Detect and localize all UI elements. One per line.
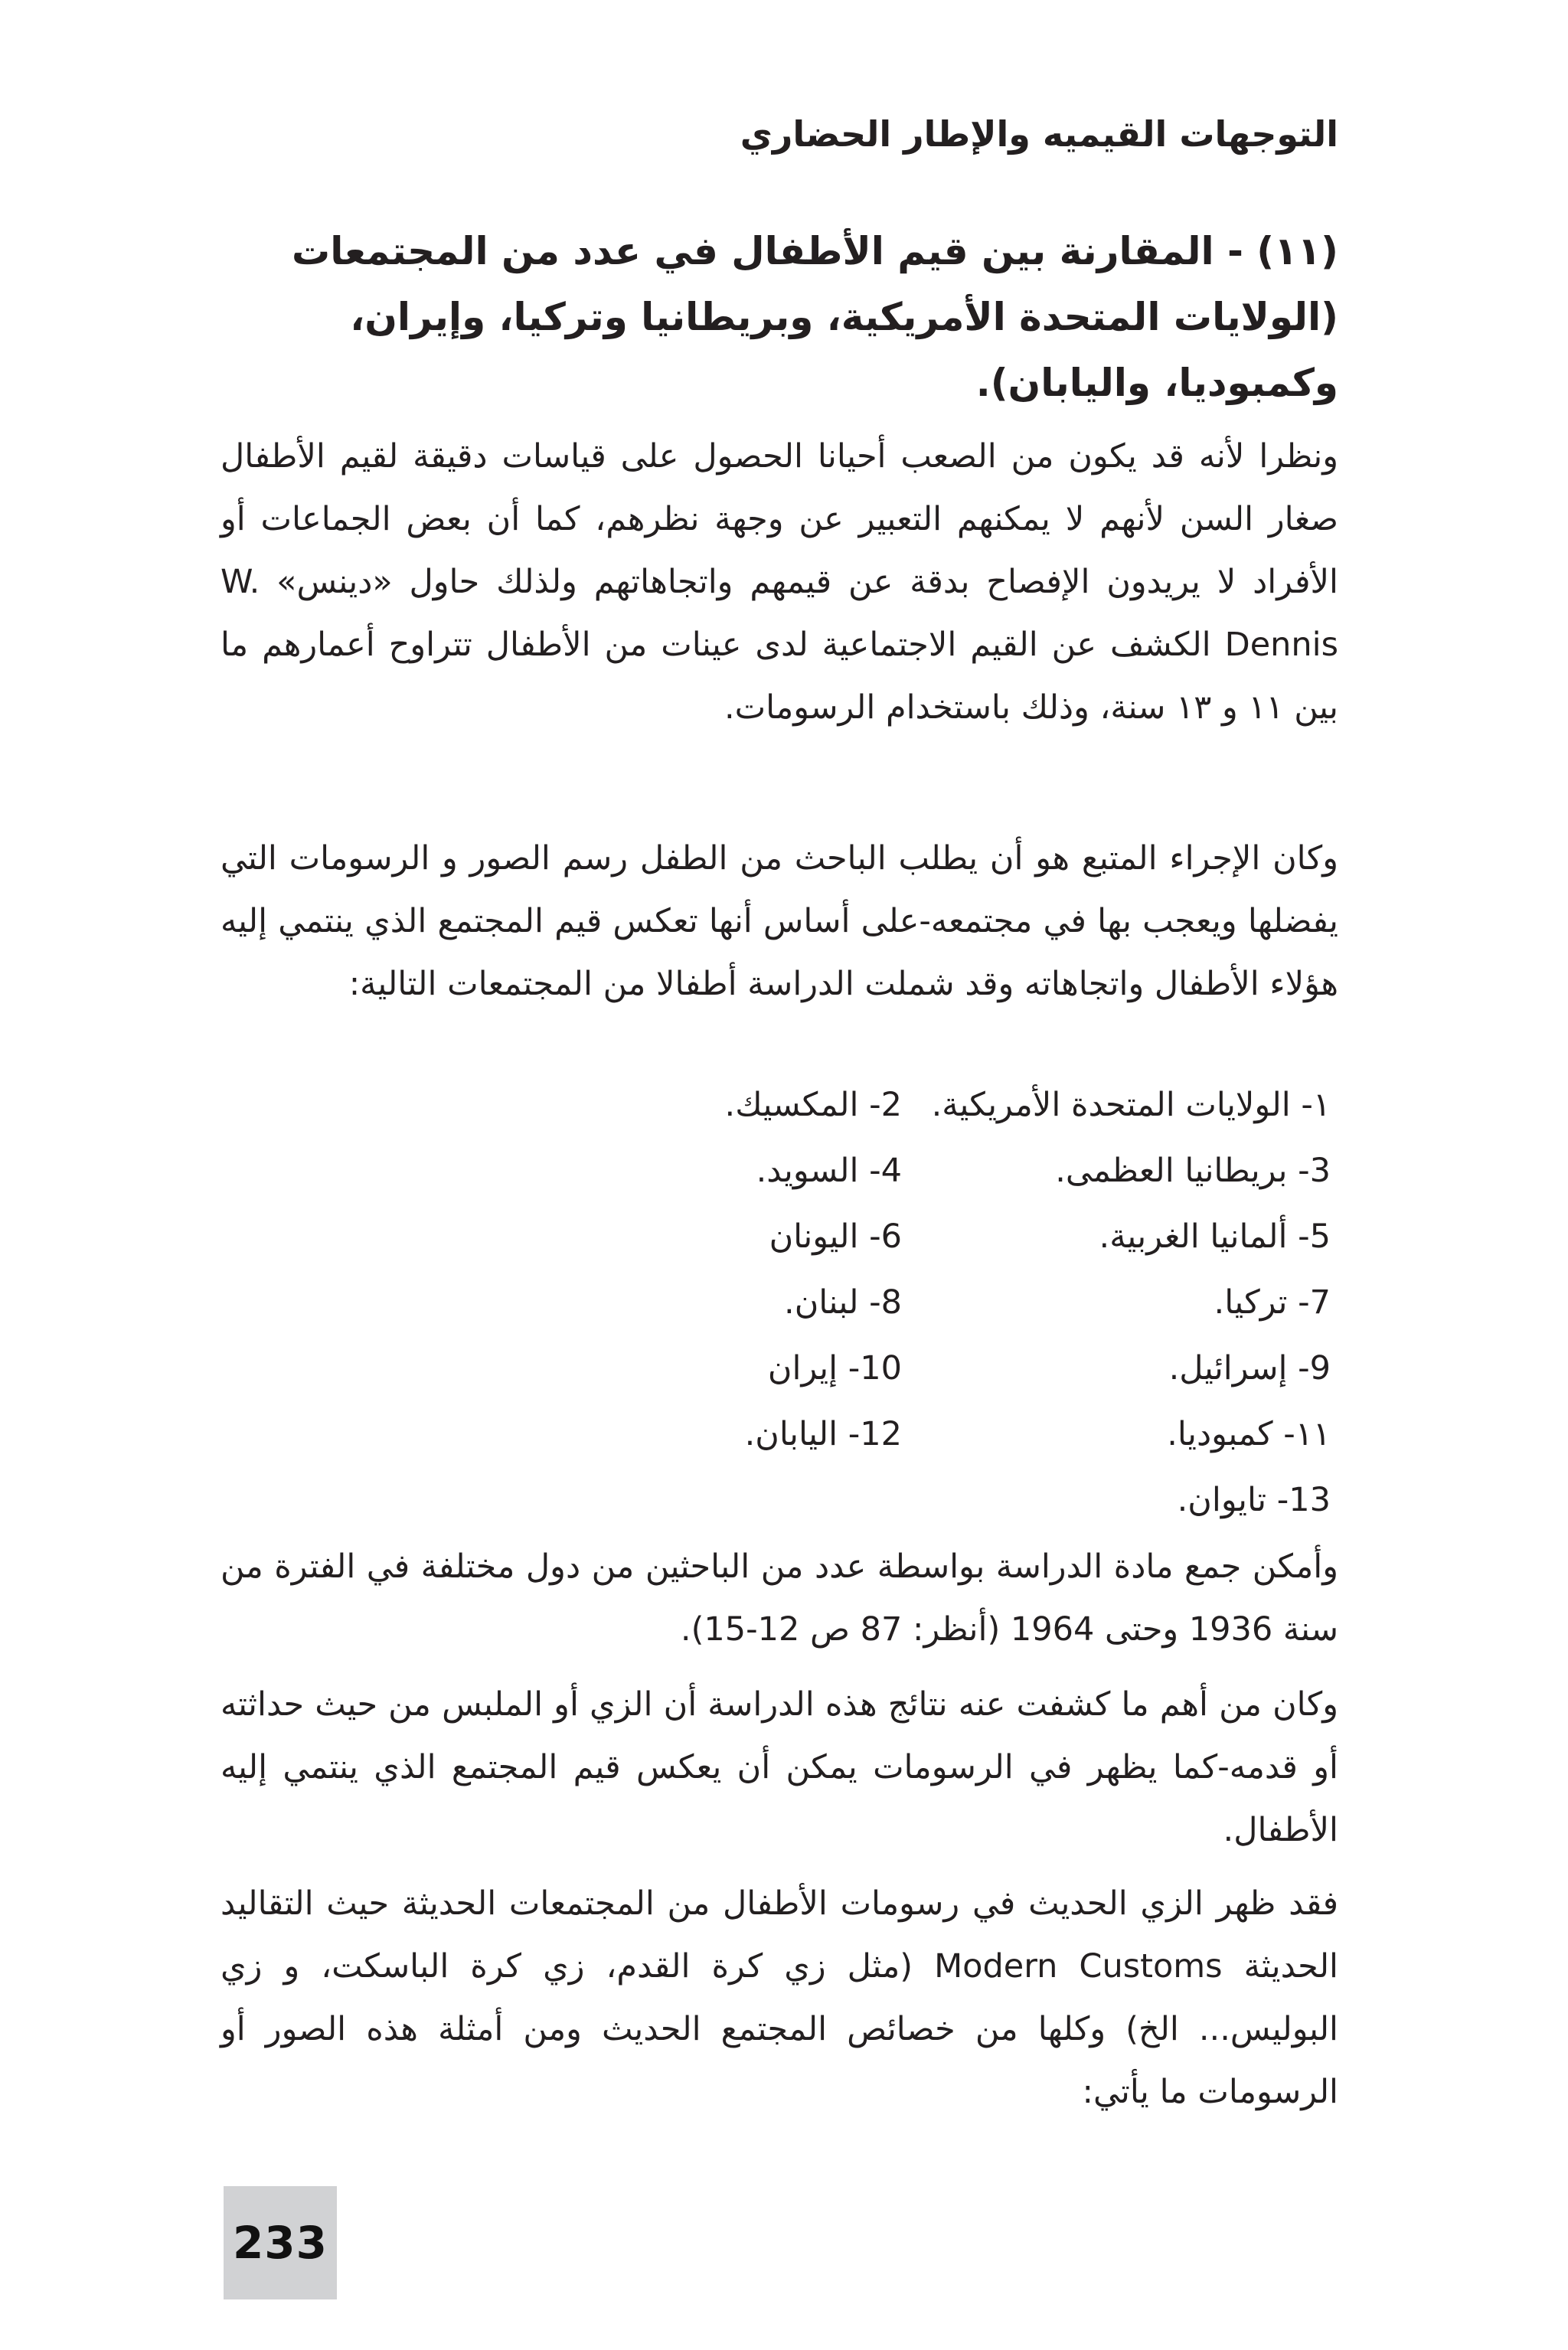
country-item: ١١- كمبوديا. <box>1167 1415 1331 1453</box>
country-item: 4- السويد. <box>756 1152 902 1190</box>
running-header: التوجهات القيميه والإطار الحضاري <box>740 113 1338 155</box>
country-row <box>412 1401 1331 1467</box>
country-item: 12- اليابان. <box>744 1415 902 1453</box>
country-item: 7- تركيا. <box>1214 1283 1331 1322</box>
country-list <box>412 1072 1331 1533</box>
country-item: 2- المكسيك. <box>724 1086 902 1124</box>
section-heading: (١١) - المقارنة بين قيم الأطفال في عدد من المجتمعات (الولايات المتحدة الأمريكية، وبريطانيا وتركيا، وإيران، وكمبوديا، واليابان). <box>291 229 1338 405</box>
country-item: 3- بريطانيا العظمى. <box>1055 1152 1331 1190</box>
country-item: 13- تايوان. <box>1177 1481 1331 1519</box>
country-row <box>412 1270 1331 1335</box>
country-item: 10- إيران <box>767 1349 902 1387</box>
paragraph-procedure: وكان الإجراء المتبع هو أن يطلب الباحث من الطفل رسم الصور و الرسومات التي يفضلها ويعجب بها في مجتمعه-على أساس أنها تعكس قيم المجتمع الذي ينتمي إليه هؤلاء الأطفال واتجاهاته وقد شملت الدراسة أطفالا من المجتمعات التالية: <box>220 839 1338 1003</box>
page-number-box <box>224 2186 337 2299</box>
paragraph-findings: وكان من أهم ما كشفت عنه نتائج هذه الدراسة أن الزي أو الملبس من حيث حداثته أو قدمه-كما يظهر في الرسومات يمكن أن يعكس قيم المجتمع الذي ينتمي إليه الأطفال. <box>220 1685 1338 1849</box>
country-item: 9- إسرائيل. <box>1168 1349 1331 1387</box>
country-row <box>412 1204 1331 1270</box>
country-item: 6- اليونان <box>769 1217 902 1256</box>
paragraph-intro: ونظرا لأنه قد يكون من الصعب أحيانا الحصول على قياسات دقيقة لقيم الأطفال صغار السن لأنهم لا يمكنهم التعبير عن وجهة نظرهم، كما أن بعض الجماعات أو الأفراد لا يريدون الإفصاح بدقة عن قيمهم واتجاهاتهم ولذلك حاول «دينس» W. Dennis الكشف عن القيم الاجتماعية لدى عينات من الأطفال تتراوح أعمارهم ما بين ١١ و ١٣ سنة، وذلك باستخدام الرسومات. <box>220 437 1338 727</box>
page-number: 233 <box>232 2217 328 2269</box>
paragraph-data-collection: وأمكن جمع مادة الدراسة بواسطة عدد من الباحثين من دول مختلفة في الفترة من سنة 1936 وحتى 1964 (أنظر: 87 ص 12-15). <box>220 1548 1338 1649</box>
country-item: 8- لبنان. <box>784 1283 902 1322</box>
country-row <box>412 1335 1331 1401</box>
country-row <box>412 1467 1331 1533</box>
country-item <box>473 1467 902 1533</box>
country-row <box>412 1072 1331 1138</box>
paragraph-modern-dress: فقد ظهر الزي الحديث في رسومات الأطفال من المجتمعات الحديثة حيث التقاليد الحديثة Modern Customs (مثل زي كرة القدم، زي كرة الباسكت، و زي البوليس... الخ) وكلها من خصائص المجتمع الحديث ومن أمثلة هذه الصور أو الرسومات ما يأتي: <box>220 1884 1338 2111</box>
country-row <box>412 1138 1331 1204</box>
country-item: 5- ألمانيا الغربية. <box>1099 1217 1331 1256</box>
country-item: ١- الولايات المتحدة الأمريكية. <box>931 1086 1331 1124</box>
